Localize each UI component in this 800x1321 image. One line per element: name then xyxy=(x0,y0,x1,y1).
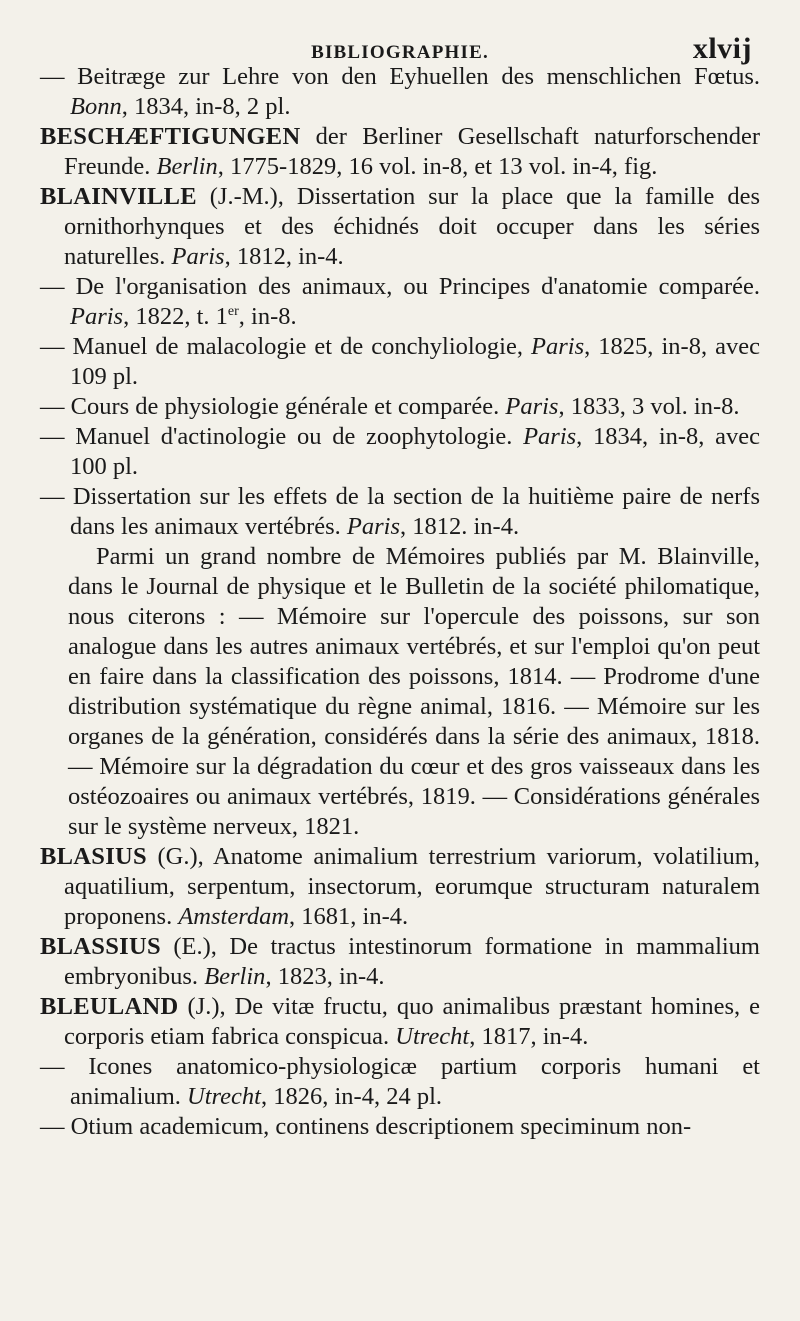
bibliography-entry: BLASIUS (G.), Anatome animalium terrestrium variorum, volatilium, aquatilium, serpentum, insectorum, eorumque structuram naturalem proponens. Amsterdam, 1681, in-4. xyxy=(40,843,760,930)
bibliography-entry: BLASSIUS (E.), De tractus intestinorum formatione in mammalium embryonibus. Berlin, 1823, in-4. xyxy=(40,933,760,990)
bibliography-entry: BESCHÆFTIGUNGEN der Berliner Gesellschaft naturforschender Freunde. Berlin, 1775-1829, 16 vol. in-8, et 13 vol. in-4, fig. xyxy=(40,123,760,180)
bibliography-entry: — Manuel de malacologie et de conchyliologie, Paris, 1825, in-8, avec 109 pl. xyxy=(40,333,760,390)
page-header xyxy=(40,28,760,65)
memoirs-note: Parmi un grand nombre de Mémoires publiés par M. Blainville, dans le Journal de physique et le Bulletin de la société philomatique, nous citerons : — Mémoire sur l'opercule des poissons, sur son analogue dans les autres animaux vertébrés, et sur l'emploi qu'on peut en faire dans la classification des poissons, 1814. — Prodrome d'une distribution systématique du règne animal, 1816. — Mémoire sur les organes de la génération, considérés dans la série des animaux, 1818. — Mémoire sur la dégradation du cœur et des gros vaisseaux dans les ostéozoaires ou animaux vertébrés, 1819. — Considérations générales sur le système nerveux, 1821. xyxy=(68,543,760,840)
bibliography-entry: — De l'organisation des animaux, ou Principes d'anatomie comparée. Paris, 1822, t. 1er, in-8. xyxy=(40,273,760,330)
bibliography-entry: — Cours de physiologie générale et comparée. Paris, 1833, 3 vol. in-8. xyxy=(40,393,740,420)
author-name: BLEULAND xyxy=(40,993,179,1020)
bibliography-entry: — Manuel d'actinologie ou de zoophytologie. Paris, 1834, in-8, avec 100 pl. xyxy=(40,423,761,480)
bibliography-entry: — Otium academicum, continens descriptionem speciminum non- xyxy=(40,1113,692,1140)
bibliography-entry: BLAINVILLE (J.-M.), Dissertation sur la place que la famille des ornithorhynques et des échidnés doit occuper dans les séries naturelles. Paris, 1812, in-4. xyxy=(40,183,760,270)
bibliography-entry: — Icones anatomico-physiologicæ partium corporis humani et animalium. Utrecht, 1826, in-4, 24 pl. xyxy=(40,1053,760,1110)
bibliography-entry: — Beitræge zur Lehre von den Eyhuellen des menschlichen Fœtus. Bonn, 1834, in-8, 2 pl. xyxy=(40,63,761,120)
bibliography-entries xyxy=(40,62,760,1142)
bibliography-entry: BLEULAND (J.), De vitæ fructu, quo animalibus præstant homines, e corporis etiam fabrica conspicua. Utrecht, 1817, in-4. xyxy=(40,993,760,1050)
author-name: BLASSIUS xyxy=(40,933,161,960)
author-name: BESCHÆFTIGUNGEN xyxy=(40,123,301,150)
author-name: BLAINVILLE xyxy=(40,183,197,210)
running-head: BIBLIOGRAPHIE. xyxy=(311,42,489,63)
author-name: BLASIUS xyxy=(40,843,147,870)
bibliography-entry: — Dissertation sur les effets de la section de la huitième paire de nerfs dans les animaux vertébrés. Paris, 1812. in-4. xyxy=(40,483,760,540)
page-number: xlvij xyxy=(692,32,752,65)
